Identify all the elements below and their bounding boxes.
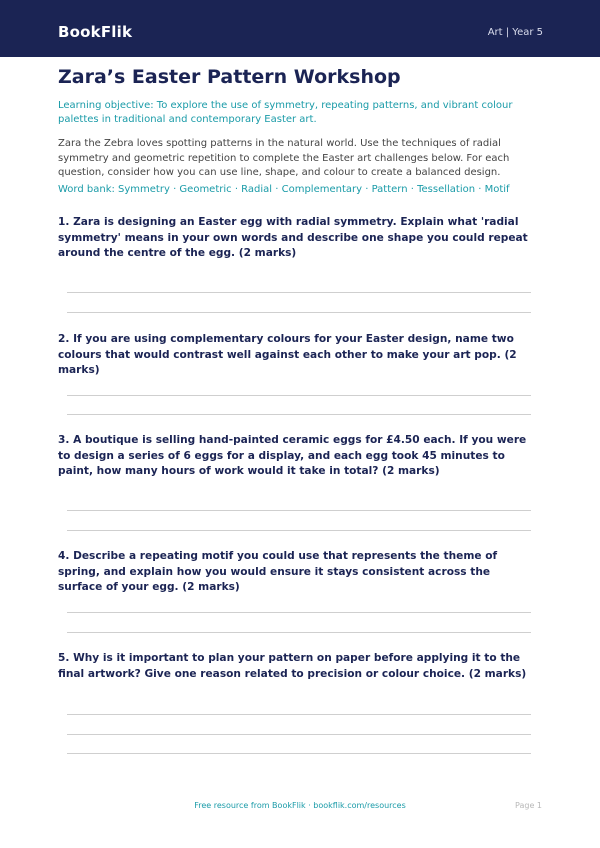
answer-line [67, 632, 531, 633]
learning-objective: Learning objective: To explore the use of symmetry, repeating patterns, and vibrant colour palettes in traditional and contemporary Easter art. [58, 100, 513, 125]
brand-logo: BookFlik [58, 23, 133, 41]
question-4: 4. Describe a repeating motif you could use that represents the theme of spring, and explain how you would ensure it stays consistent across the surface of your egg. (2 marks) [58, 550, 498, 593]
question-5: 5. Why is it important to plan your pattern on paper before applying it to the final artwork? Give one reason related to precision or colour choice. (2 marks) [58, 652, 527, 680]
answer-line [67, 395, 531, 396]
intro-paragraph: Zara the Zebra loves spotting patterns in the natural world. Use the techniques of radial symmetry and geometric repetition to complete the Easter art challenges below. For each question, consider how you can use line, shape, and colour to create a balanced design. [58, 138, 510, 178]
answer-line [67, 510, 531, 511]
word-bank: Word bank: Symmetry · Geometric · Radial · Complementary · Pattern · Tessellation · Motif [58, 184, 510, 195]
page-header [0, 0, 600, 57]
page-number: Page 1 [515, 801, 542, 810]
worksheet-title: Zara’s Easter Pattern Workshop [58, 66, 401, 88]
subject-label: Art | Year 5 [487, 27, 543, 38]
answer-line [67, 612, 531, 613]
question-2: 2. If you are using complementary colours for your Easter design, name two colours that would contrast well against each other to make your art pop. (2 marks) [58, 333, 517, 376]
answer-line [67, 414, 531, 415]
answer-line [67, 312, 531, 313]
question-1: 1. Zara is designing an Easter egg with radial symmetry. Explain what 'radial symmetry' means in your own words and describe one shape you could repeat around the centre of the egg. (2 marks) [58, 216, 528, 259]
answer-line [67, 714, 531, 715]
question-3: 3. A boutique is selling hand-painted ceramic eggs for £4.50 each. If you were to design a series of 6 eggs for a display, and each egg took 45 minutes to paint, how many hours of work would it take in total? (2 marks) [58, 434, 527, 477]
answer-line [67, 530, 531, 531]
answer-line [67, 292, 531, 293]
answer-line [67, 753, 531, 754]
answer-line [67, 734, 531, 735]
footer-resource-link[interactable]: Free resource from BookFlik · bookflik.com/resources [194, 801, 406, 810]
